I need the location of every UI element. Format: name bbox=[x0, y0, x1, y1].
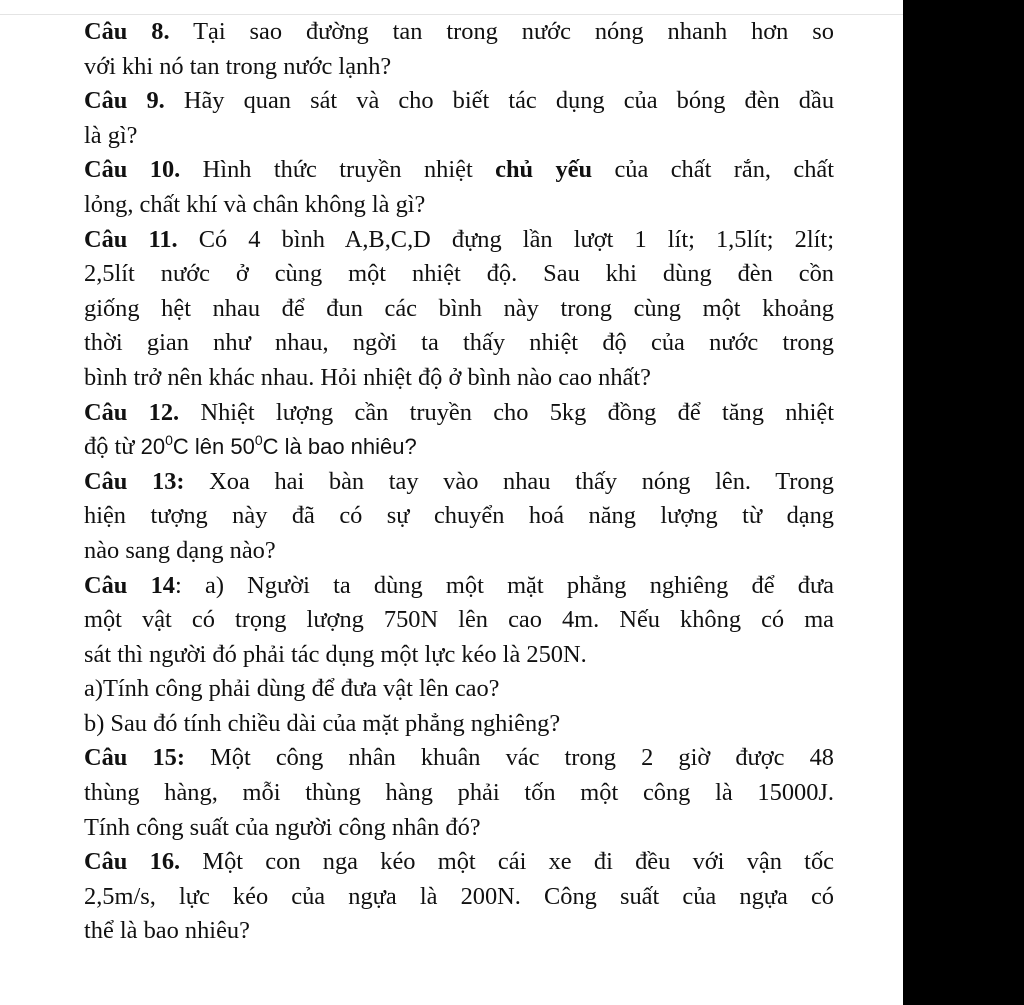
question-sheet bbox=[84, 15, 834, 949]
part-b: b) Sau đó tính chiều dài của mặt phẳng nghiêng? bbox=[84, 709, 561, 737]
temperature-start: $20^0C$ bbox=[140, 432, 189, 460]
question-10: Câu 10. Hình thức truyền nhiệt chủ yếu của chất rắn, chất lỏng, chất khí và chân không là gì? bbox=[84, 156, 834, 218]
question-12: Câu 12. Nhiệt lượng cần truyền cho 5kg đồng để tăng nhiệt độ từ $20^0C$ lên $50^0C$ là bao nhiêu? bbox=[84, 398, 834, 461]
right-black-margin bbox=[903, 0, 1024, 1005]
part-a: a)Tính công phải dùng để đưa vật lên cao? bbox=[84, 675, 500, 703]
question-16: Câu 16. Một con nga kéo một cái xe đi đều với vận tốc 2,5m/s, lực kéo của ngựa là 200N. Công suất của ngựa có thể là bao nhiêu? bbox=[84, 848, 834, 945]
question-15: Câu 15: Một công nhân khuân vác trong 2 giờ được 48 thùng hàng, mỗi thùng hàng phải tốn một công là 15000J. Tính công suất của người công nhân đó? bbox=[84, 744, 834, 841]
question-11: Câu 11. Có 4 bình A,B,C,D đựng lần lượt 1 lít; 1,5lít; 2lít; 2,5lít nước ở cùng một nhiệt độ. Sau khi dùng đèn cồn giống hệt nhau để đun các bình này trong cùng một khoảng thời gian như nhau, ngời ta thấy nhiệt độ của nước trong bình trở nên khác nhau. Hỏi nhiệt độ ở bình nào cao nhất? bbox=[84, 225, 834, 391]
question-9: Câu 9. Hãy quan sát và cho biết tác dụng của bóng đèn dầu là gì? bbox=[84, 87, 835, 149]
question-8: Câu 8. Tại sao đường tan trong nước nóng nhanh hơn so với khi nó tan trong nước lạnh? bbox=[84, 18, 834, 80]
emphasis-text: chủ yếu bbox=[495, 156, 593, 184]
question-13: Câu 13: Xoa hai bàn tay vào nhau thấy nóng lên. Trong hiện tượng này đã có sự chuyển hoá năng lượng từ dạng nào sang dạng nào? bbox=[84, 467, 834, 564]
temperature-end: $50^0C$ bbox=[230, 432, 279, 460]
question-14: Câu 14: a) Người ta dùng một mặt phẳng nghiêng để đưa một vật có trọng lượng 750N lên cao 4m. Nếu không có ma sát thì người đó phải tác dụng một lực kéo là 250N. a)Tính công phải dùng để đưa vật lên cao? b) Sau đó tính chiều dài của mặt phẳng nghiêng? bbox=[84, 571, 834, 737]
